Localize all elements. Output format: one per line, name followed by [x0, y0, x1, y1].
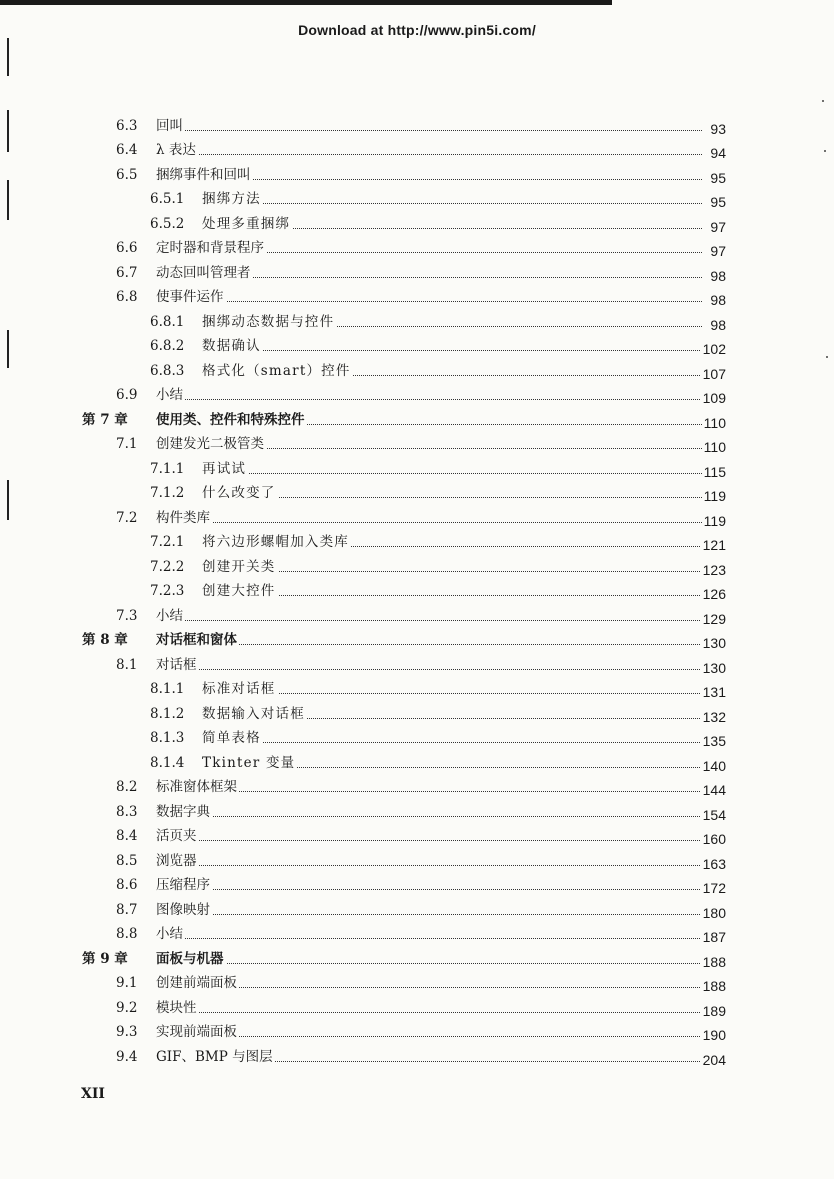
toc-entry[interactable]	[0, 994, 834, 1019]
dot-leader	[160, 840, 702, 841]
toc-section-title: 小结	[156, 926, 183, 942]
toc-page-number: 172	[702, 880, 726, 896]
dot-leader	[160, 816, 702, 817]
toc-entry[interactable]	[0, 504, 834, 529]
toc-page-number: 131	[702, 684, 726, 700]
toc-section-title: 数据确认	[202, 338, 261, 354]
toc-section-number: 9.1	[116, 975, 138, 991]
toc-section-number: 6.5	[116, 166, 138, 183]
toc-section-number: 第 7 章	[82, 411, 128, 428]
toc-entry[interactable]	[0, 578, 834, 603]
toc-section-number: 8.8	[116, 926, 138, 942]
toc-page-number: 154	[702, 806, 726, 823]
toc-entry[interactable]	[0, 161, 834, 186]
toc-entry[interactable]	[0, 284, 834, 309]
toc-section-title: 使事件运作	[156, 289, 224, 305]
toc-section-number: 9.2	[116, 999, 138, 1016]
dot-leader	[160, 301, 702, 302]
toc-page-number: 126	[702, 586, 726, 602]
top-scan-border	[0, 0, 612, 5]
toc-section-number: 6.6	[116, 240, 138, 256]
toc-entry[interactable]	[0, 847, 834, 872]
toc-section-number: 8.4	[116, 828, 138, 844]
toc-entry[interactable]	[0, 970, 834, 995]
toc-section-title: 数据字典	[156, 803, 210, 820]
toc-section-title: 压缩程序	[156, 877, 210, 893]
toc-section-number: 7.1.1	[150, 460, 185, 477]
toc-entry[interactable]	[0, 749, 834, 774]
toc-section-title: 活页夹	[156, 828, 197, 844]
toc-section-title: 创建前端面板	[156, 975, 237, 991]
table-of-contents	[0, 112, 834, 1068]
toc-page-number: 187	[702, 929, 726, 945]
toc-section-title: 创建大控件	[202, 583, 276, 599]
toc-page-number: 95	[710, 194, 726, 210]
toc-section-number: 9.4	[116, 1048, 138, 1065]
toc-page-number: 119	[703, 512, 726, 529]
toc-section-title: 动态回叫管理者	[156, 264, 251, 281]
toc-page-number: 110	[703, 439, 726, 455]
toc-page-number: 97	[710, 218, 726, 235]
toc-section-title: 实现前端面板	[156, 1024, 237, 1040]
toc-section-number: 6.5.1	[150, 191, 185, 207]
toc-entry[interactable]	[0, 725, 834, 750]
dot-leader	[160, 865, 702, 866]
toc-page-number: 180	[702, 904, 726, 921]
toc-section-number: 7.1	[116, 436, 138, 452]
toc-section-title: 使用类、控件和特殊控件	[156, 411, 305, 428]
toc-page-number: 188	[702, 978, 726, 994]
toc-entry[interactable]	[0, 112, 834, 137]
toc-section-number: 7.2.3	[150, 583, 185, 599]
toc-entry[interactable]	[0, 676, 834, 701]
toc-page-number: 163	[702, 855, 726, 872]
toc-section-number: 6.8	[116, 289, 138, 305]
toc-section-title: 小结	[156, 387, 183, 403]
toc-section-title: 处理多重捆绑	[202, 215, 291, 232]
dot-leader	[206, 497, 702, 498]
toc-section-number: 7.2	[116, 509, 138, 526]
toc-entry[interactable]	[0, 308, 834, 333]
toc-page-number: 115	[703, 463, 726, 480]
toc-section-number: 7.1.2	[150, 485, 185, 501]
toc-section-title: λ 表达	[156, 142, 196, 158]
toc-section-number: 8.6	[116, 877, 138, 893]
toc-entry[interactable]	[0, 1043, 834, 1068]
dot-leader	[160, 791, 702, 792]
toc-page-number: 144	[702, 782, 726, 798]
toc-page-number: 130	[702, 635, 726, 651]
toc-entry[interactable]	[0, 431, 834, 456]
toc-section-title: 将六边形螺帽加入类库	[202, 534, 349, 550]
toc-page-number: 98	[710, 316, 726, 333]
dot-leader	[160, 399, 702, 400]
toc-section-number: 7.2.1	[150, 534, 185, 550]
toc-section-title: 标准窗体框架	[156, 779, 237, 795]
dot-leader	[206, 203, 702, 204]
toc-chapter-entry[interactable]	[0, 627, 834, 652]
dot-leader	[160, 938, 702, 939]
toc-section-number: 8.1.3	[150, 730, 185, 746]
toc-section-title: 什么改变了	[202, 485, 276, 501]
dot-leader	[160, 669, 702, 670]
toc-section-title: 定时器和背景程序	[156, 240, 264, 256]
toc-section-number: 7.2.2	[150, 558, 185, 575]
toc-page-number: 102	[702, 341, 726, 357]
toc-page-number: 204	[702, 1051, 726, 1068]
toc-entry[interactable]	[0, 921, 834, 946]
toc-entry[interactable]	[0, 651, 834, 676]
download-header: Download at http://www.pin5i.com/	[298, 22, 536, 38]
toc-section-number: 8.3	[116, 803, 138, 820]
toc-section-number: 6.9	[116, 387, 138, 403]
toc-section-title: 创建开关类	[202, 558, 276, 575]
toc-section-number: 8.7	[116, 901, 138, 918]
toc-page-number: 107	[702, 365, 726, 382]
toc-section-number: 6.7	[116, 264, 138, 281]
toc-section-title: 浏览器	[156, 852, 197, 869]
toc-section-title: 简单表格	[202, 730, 261, 746]
toc-entry[interactable]	[0, 186, 834, 211]
dot-leader	[160, 1012, 702, 1013]
toc-page-number: 110	[703, 414, 726, 431]
toc-entry[interactable]	[0, 700, 834, 725]
dot-leader	[206, 742, 702, 743]
scan-artifact	[7, 38, 9, 76]
toc-page-number: 188	[702, 953, 726, 970]
toc-section-number: 7.3	[116, 607, 138, 624]
toc-entry[interactable]	[0, 455, 834, 480]
toc-section-title: 捆绑方法	[202, 191, 261, 207]
toc-entry[interactable]	[0, 357, 834, 382]
toc-section-title: 回叫	[156, 117, 183, 134]
toc-section-number: 8.5	[116, 852, 138, 869]
toc-page-number: 98	[710, 292, 726, 308]
toc-chapter-entry[interactable]	[0, 406, 834, 431]
toc-entry[interactable]	[0, 798, 834, 823]
dot-leader	[160, 130, 702, 131]
toc-section-title: 标准对话框	[202, 681, 276, 697]
toc-entry[interactable]	[0, 553, 834, 578]
toc-section-title: 对话框	[156, 656, 197, 673]
dot-leader	[206, 595, 702, 596]
toc-section-number: 6.5.2	[150, 215, 185, 232]
dot-leader	[206, 473, 702, 474]
dot-leader	[160, 987, 702, 988]
toc-page-number: 135	[702, 733, 726, 749]
dot-leader	[160, 644, 702, 645]
toc-section-number: 6.8.3	[150, 362, 185, 379]
toc-entry[interactable]	[0, 823, 834, 848]
toc-entry[interactable]	[0, 259, 834, 284]
dot-leader	[160, 154, 702, 155]
toc-section-number: 8.2	[116, 779, 138, 795]
toc-section-title: 数据输入对话框	[202, 705, 305, 722]
toc-chapter-entry[interactable]	[0, 945, 834, 970]
toc-page-number: 98	[710, 267, 726, 284]
toc-section-title: 构件类库	[156, 509, 210, 526]
toc-entry[interactable]	[0, 1019, 834, 1044]
toc-section-title: 对话框和窗体	[156, 632, 237, 648]
toc-entry[interactable]	[0, 774, 834, 799]
toc-section-number: 6.4	[116, 142, 138, 158]
toc-page-number: 140	[702, 757, 726, 774]
toc-section-title: 格式化（smart）控件	[202, 362, 351, 379]
dot-leader	[206, 571, 702, 572]
toc-page-number: 189	[702, 1002, 726, 1019]
toc-page-number: 121	[702, 537, 726, 553]
scan-speck	[822, 100, 824, 102]
toc-section-title: 捆绑动态数据与控件	[202, 313, 335, 330]
toc-entry[interactable]	[0, 210, 834, 235]
toc-section-number: 第 8 章	[82, 632, 128, 648]
toc-page-number: 95	[710, 169, 726, 186]
dot-leader	[160, 1036, 702, 1037]
toc-page-number: 123	[702, 561, 726, 578]
toc-section-title: 图像映射	[156, 901, 210, 918]
toc-section-number: 6.3	[116, 117, 138, 134]
dot-leader	[160, 620, 702, 621]
toc-section-number: 8.1.1	[150, 681, 185, 697]
toc-page-number: 119	[703, 488, 726, 504]
toc-entry[interactable]	[0, 602, 834, 627]
toc-page-number: 93	[710, 120, 726, 137]
toc-section-title: 面板与机器	[156, 950, 224, 967]
toc-section-number: 第 9 章	[82, 950, 128, 967]
dot-leader	[206, 693, 702, 694]
page-number: XII	[81, 1086, 105, 1102]
toc-page-number: 129	[702, 610, 726, 627]
toc-section-title: 再试试	[202, 460, 247, 477]
toc-section-number: 8.1.2	[150, 705, 185, 722]
toc-entry[interactable]	[0, 896, 834, 921]
toc-entry[interactable]	[0, 333, 834, 358]
toc-page-number: 109	[702, 390, 726, 406]
dot-leader	[160, 914, 702, 915]
toc-section-title: 模块性	[156, 999, 197, 1016]
toc-entry[interactable]	[0, 235, 834, 260]
toc-entry[interactable]	[0, 872, 834, 897]
toc-page-number: 94	[710, 145, 726, 161]
toc-section-number: 8.1	[116, 656, 138, 673]
toc-entry[interactable]	[0, 529, 834, 554]
toc-section-title: Tkinter 变量	[202, 754, 296, 771]
toc-section-number: 9.3	[116, 1024, 138, 1040]
dot-leader	[206, 350, 702, 351]
dot-leader	[160, 889, 702, 890]
toc-section-title: 小结	[156, 607, 183, 624]
dot-leader	[160, 522, 702, 523]
toc-section-number: 6.8.1	[150, 313, 185, 330]
toc-page-number: 130	[702, 659, 726, 676]
toc-page-number: 132	[702, 708, 726, 725]
toc-entry[interactable]	[0, 137, 834, 162]
toc-section-number: 8.1.4	[150, 754, 185, 771]
toc-page-number: 97	[710, 243, 726, 259]
toc-page-number: 190	[702, 1027, 726, 1043]
toc-section-title: 创建发光二极管类	[156, 436, 264, 452]
dot-leader	[160, 963, 702, 964]
toc-section-number: 6.8.2	[150, 338, 185, 354]
toc-entry[interactable]	[0, 480, 834, 505]
toc-page-number: 160	[702, 831, 726, 847]
toc-entry[interactable]	[0, 382, 834, 407]
toc-section-title: 捆绑事件和回叫	[156, 166, 251, 183]
toc-section-title: GIF、BMP 与图层	[156, 1048, 273, 1065]
